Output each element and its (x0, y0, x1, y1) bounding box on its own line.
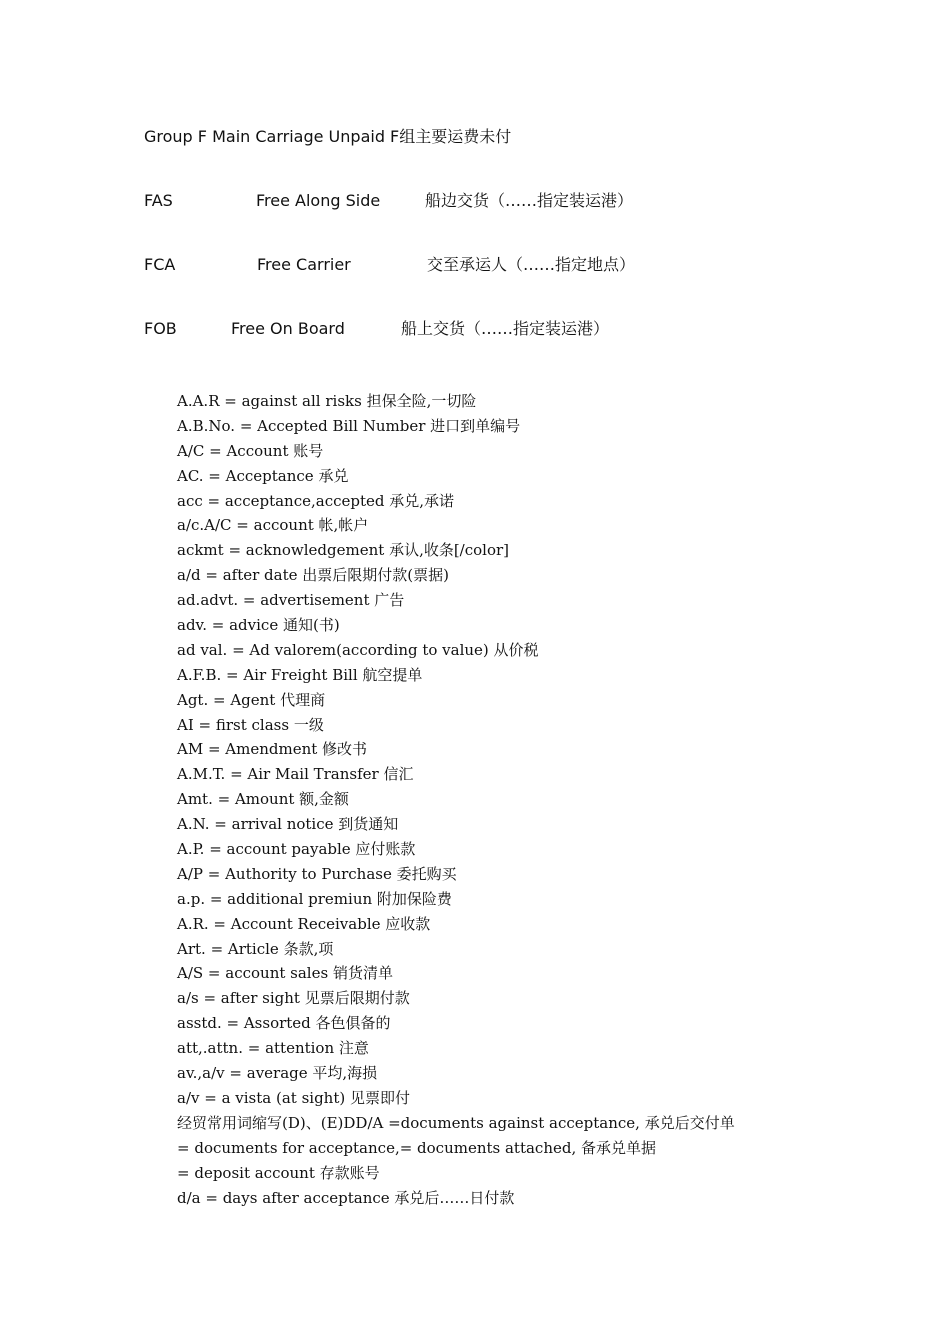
abbreviation-entry: AI = first class 一级 (177, 715, 324, 734)
term-code: FAS (144, 191, 173, 210)
abbreviation-entry: = documents for acceptance,= documents attached, 备承兑单据 (177, 1138, 657, 1157)
abbreviation-entry: Amt. = Amount 额,金额 (177, 790, 349, 809)
term-row-fas (0, 189, 950, 213)
term-code: FOB (144, 319, 177, 338)
abbreviation-entry: ackmt = acknowledgement 承认,收条[/color] (177, 541, 510, 560)
abbreviation-entry: a/s = after sight 见票后限期付款 (177, 989, 410, 1008)
abbreviation-entry: A.N. = arrival notice 到货通知 (177, 815, 399, 834)
abbreviation-entry: AC. = Acceptance 承兑 (177, 466, 349, 485)
term-code: FCA (144, 255, 176, 274)
abbreviation-entry: asstd. = Assorted 各色俱备的 (177, 1014, 391, 1033)
abbreviation-entry: a/v = a vista (at sight) 见票即付 (177, 1088, 410, 1107)
term-chinese: 船边交货（……指定装运港） (425, 191, 634, 210)
term-chinese: 船上交货（……指定装运港） (401, 319, 610, 338)
abbreviation-entry: Art. = Article 条款,项 (177, 939, 334, 958)
abbreviation-entry: A/S = account sales 销货清单 (177, 964, 393, 983)
term-chinese: 交至承运人（……指定地点） (427, 255, 636, 274)
abbreviation-entry: A.M.T. = Air Mail Transfer 信汇 (177, 765, 414, 784)
abbreviation-entry: acc = acceptance,accepted 承兑,承诺 (177, 491, 455, 510)
abbreviation-entry: a/d = after date 出票后限期付款(票据) (177, 566, 449, 585)
abbreviation-entry: att,.attn. = attention 注意 (177, 1039, 369, 1058)
term-english: Free Along Side (256, 191, 381, 210)
abbreviation-entry: A.P. = account payable 应付账款 (177, 840, 416, 859)
abbreviation-entry: A.F.B. = Air Freight Bill 航空提单 (177, 665, 423, 684)
abbreviation-entry: d/a = days after acceptance 承兑后……日付款 (177, 1188, 515, 1207)
abbreviation-entry: ad val. = Ad valorem(according to value) 从价税 (177, 640, 539, 659)
abbreviation-entry: a/c.A/C = account 帐,帐户 (177, 516, 369, 535)
abbreviation-entry: A/C = Account 账号 (177, 441, 324, 460)
abbreviation-entry: ad.advt. = advertisement 广告 (177, 591, 405, 610)
abbreviation-entry: Agt. = Agent 代理商 (177, 690, 326, 709)
abbreviation-entry: A/P = Authority to Purchase 委托购买 (177, 864, 457, 883)
section-heading: Group F Main Carriage Unpaid F组主要运费未付 (144, 127, 512, 146)
abbreviation-entry: A.B.No. = Accepted Bill Number 进口到单编号 (177, 416, 521, 435)
abbreviation-entry: AM = Amendment 修改书 (177, 740, 368, 759)
abbreviation-entry: adv. = advice 通知(书) (177, 616, 340, 635)
term-english: Free On Board (231, 319, 345, 338)
abbreviation-entry: = deposit account 存款账号 (177, 1163, 380, 1182)
abbreviation-entry: A.A.R = against all risks 担保全险,一切险 (177, 392, 477, 410)
abbreviation-entry: 经贸常用词缩写(D)、(E)DD/A =documents against acceptance, 承兑后交付单 (177, 1113, 735, 1132)
abbreviation-entry: av.,a/v = average 平均,海损 (177, 1064, 378, 1083)
abbreviation-entry: a.p. = additional premiun 附加保险费 (177, 889, 452, 908)
term-english: Free Carrier (257, 255, 351, 274)
term-row-fca (0, 253, 950, 277)
term-row-fob (0, 317, 950, 341)
abbreviation-list (177, 389, 735, 1210)
abbreviation-entry: A.R. = Account Receivable 应收款 (177, 914, 431, 933)
